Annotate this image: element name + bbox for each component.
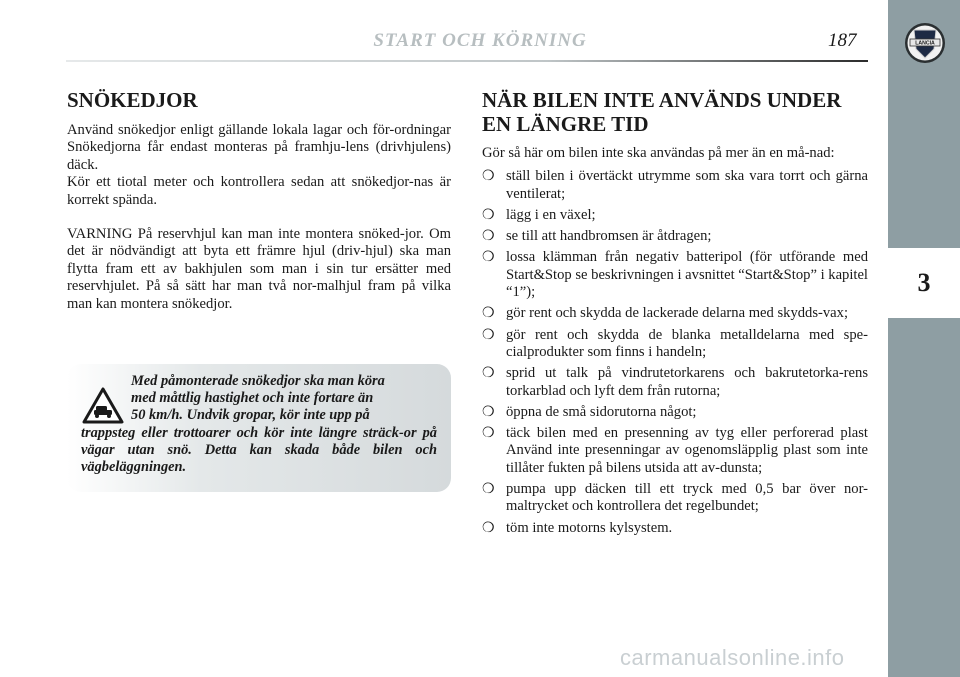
lancia-logo-icon	[904, 22, 946, 64]
list-item: ❍ gör rent och skydda de lackerade delarna med skydds-vax;	[482, 305, 849, 322]
storage-steps-list	[482, 168, 868, 537]
list-item: ❍ täck bilen med en presenning av tyg eller perforerad plast Använd inte presenningar av ogenomsläpplig plast som inte tillåter fukten på bilens utsida att av-dunsta;	[482, 425, 868, 476]
chapter-number: 3	[888, 248, 960, 318]
storage-intro: Gör så här om bilen inte ska användas på mer än en må-nad:	[482, 145, 835, 161]
warning-line-2: med måttlig hastighet och inte fortare än	[131, 390, 374, 407]
bullet-circle-icon: ❍	[482, 229, 495, 245]
list-item: ❍ töm inte motorns kylsystem.	[482, 519, 673, 536]
bullet-circle-icon: ❍	[482, 169, 495, 185]
header-divider	[66, 60, 868, 62]
snow-chains-heading: SNÖKEDJOR	[67, 88, 198, 112]
bullet-circle-icon: ❍	[482, 404, 495, 420]
watermark: carmanualsonline.info	[620, 645, 845, 670]
bullet-circle-icon: ❍	[482, 520, 495, 536]
bullet-circle-icon: ❍	[482, 250, 495, 266]
list-item: ❍ pumpa upp däcken till ett tryck med 0,5 bar över nor-maltrycket och kontrollera det regelbundet;	[482, 481, 868, 515]
warning-box	[67, 364, 451, 492]
bullet-circle-icon: ❍	[482, 306, 495, 322]
right-column	[482, 88, 868, 541]
page-number: 187	[828, 30, 857, 51]
list-item: ❍ gör rent och skydda de blanka metalldelarna med spe-cialprodukter som finns i handeln;	[482, 326, 868, 361]
bullet-circle-icon: ❍	[482, 208, 495, 224]
warning-line-1: Med påmonterade snökedjor ska man köra	[131, 373, 385, 389]
warning-text	[81, 373, 437, 476]
bullet-circle-icon: ❍	[482, 482, 495, 498]
list-item: ❍ lossa klämman från negativ batteripol (för utförande med Start&Stop se beskrivningen i avsnittet “Start&Stop” i kapitel “1”);	[482, 249, 868, 301]
warning-text-rest: trappsteg eller trottoarer och kör inte längre sträck-or på vägar utan snö. Detta kan skada både bilen och vägbeläggningen.	[81, 424, 437, 476]
list-item: ❍ öppna de små sidorutorna något;	[482, 403, 697, 420]
chapter-sidebar	[888, 0, 960, 677]
storage-heading: NÄR BILEN INTE ANVÄNDS UNDER EN LÄNGRE TID	[482, 88, 842, 136]
warning-line-3: 50 km/h. Undvik gropar, kör inte upp på	[131, 407, 370, 424]
list-item: ❍ sprid ut talk på vindrutetorkarens och bakrutetorka-rens torkarblad och lyft dem från rutorna;	[482, 365, 868, 399]
list-item: ❍ ställ bilen i övertäckt utrymme som ska vara torrt och gärna ventilerat;	[482, 168, 868, 202]
section-title: START OCH KÖRNING	[373, 30, 587, 51]
list-item: ❍ lägg i en växel;	[482, 207, 596, 224]
snow-chains-paragraph-2: Kör ett tiotal meter och kontrollera sedan att snökedjor-nas är korrekt spända.	[67, 174, 451, 208]
bullet-circle-icon: ❍	[482, 327, 495, 343]
logo-lettering: LANCIA	[915, 40, 935, 47]
bullet-circle-icon: ❍	[482, 366, 495, 382]
snow-chains-paragraph-1: Använd snökedjor enligt gällande lokala lagar och för-ordningar Snökedjorna får endast monteras på framhju-lens (drivhjulens) däck.	[67, 122, 451, 173]
bullet-circle-icon: ❍	[482, 426, 495, 442]
list-item: ❍ se till att handbromsen är åtdragen;	[482, 228, 712, 245]
left-column	[67, 88, 451, 313]
snow-chains-warning-paragraph: VARNING På reservhjul kan man inte montera snöked-jor. Om det är nödvändigt att byta ett främre hjul (driv-hjul) ska man flytta fram ett av bakhjulen som man i sin tur ersätter med reservhjulet. På så sätt har man två nor-malhjul fram på vilka man kan montera snökedjor.	[67, 226, 451, 312]
